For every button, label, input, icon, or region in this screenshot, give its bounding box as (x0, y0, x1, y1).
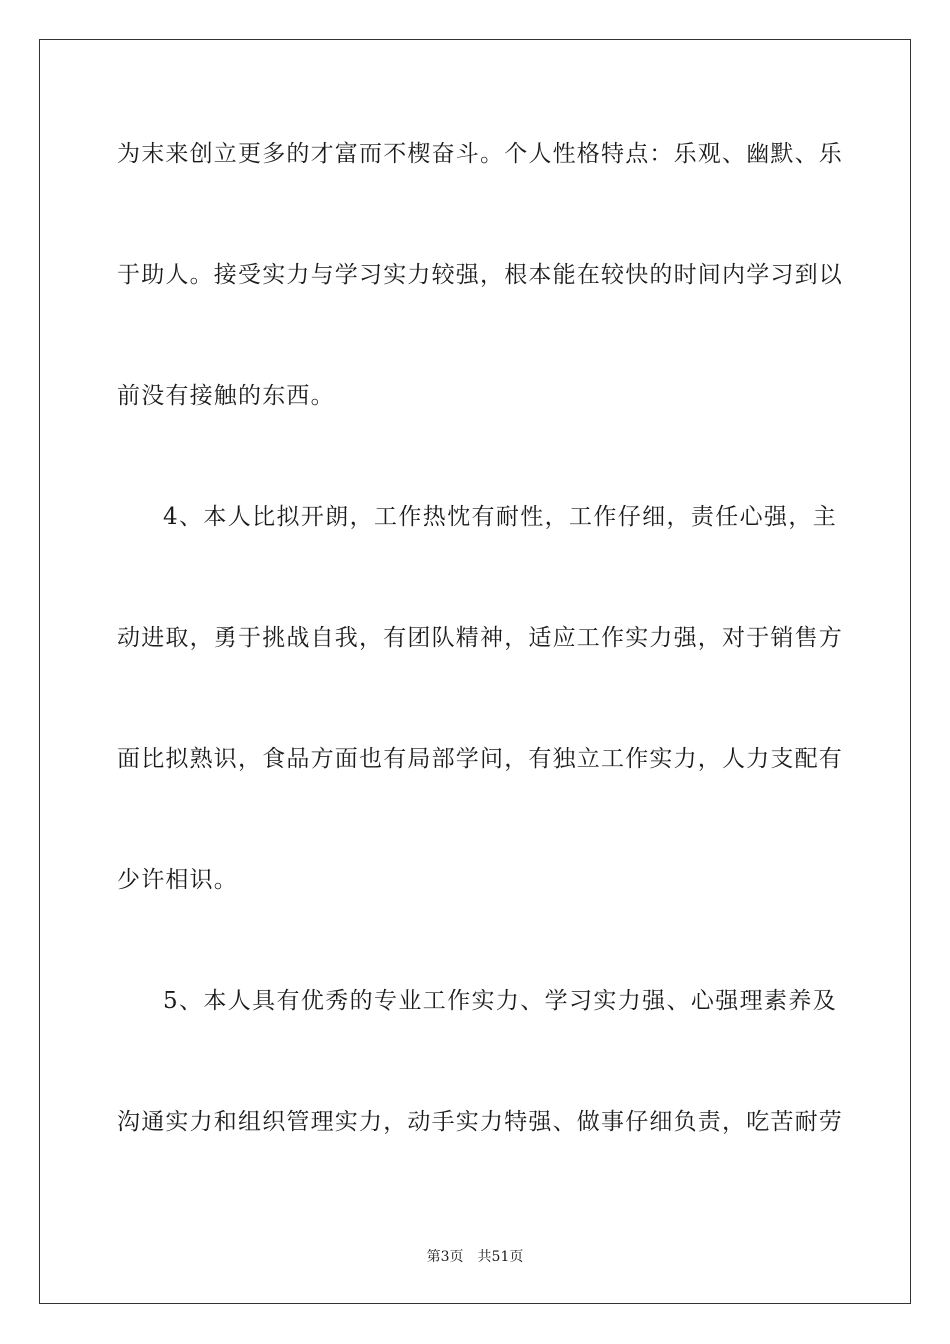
text-line: 沟通实力和组织管理实力，动手实力特强、做事仔细负责，吃苦耐劳 (117, 1109, 843, 1135)
text-line: 面比拟熟识，食品方面也有局部学问，有独立工作实力，人力支配有 (117, 746, 843, 772)
text-line: 4、本人比拟开朗，工作热忱有耐性，工作仔细，责任心强，主 (163, 504, 837, 530)
text-line: 前没有接触的东西。 (117, 383, 335, 409)
page-total: 共51页 (477, 1249, 524, 1265)
text-line: 5、本人具有优秀的专业工作实力、学习实力强、心强理素养及 (163, 988, 837, 1014)
text-line: 动进取，勇于挑战自我，有团队精神，适应工作实力强，对于销售方 (117, 625, 843, 651)
page-footer (0, 1246, 950, 1266)
text-line: 为末来创立更多的才富而不楔奋斗。个人性格特点：乐观、幽默、乐 (117, 141, 843, 167)
document-body (117, 124, 843, 1213)
page-number: 第3页 (426, 1249, 464, 1265)
text-line: 于助人。接受实力与学习实力较强，根本能在较快的时间内学习到以 (117, 262, 843, 288)
text-line: 少许相识。 (117, 867, 238, 893)
